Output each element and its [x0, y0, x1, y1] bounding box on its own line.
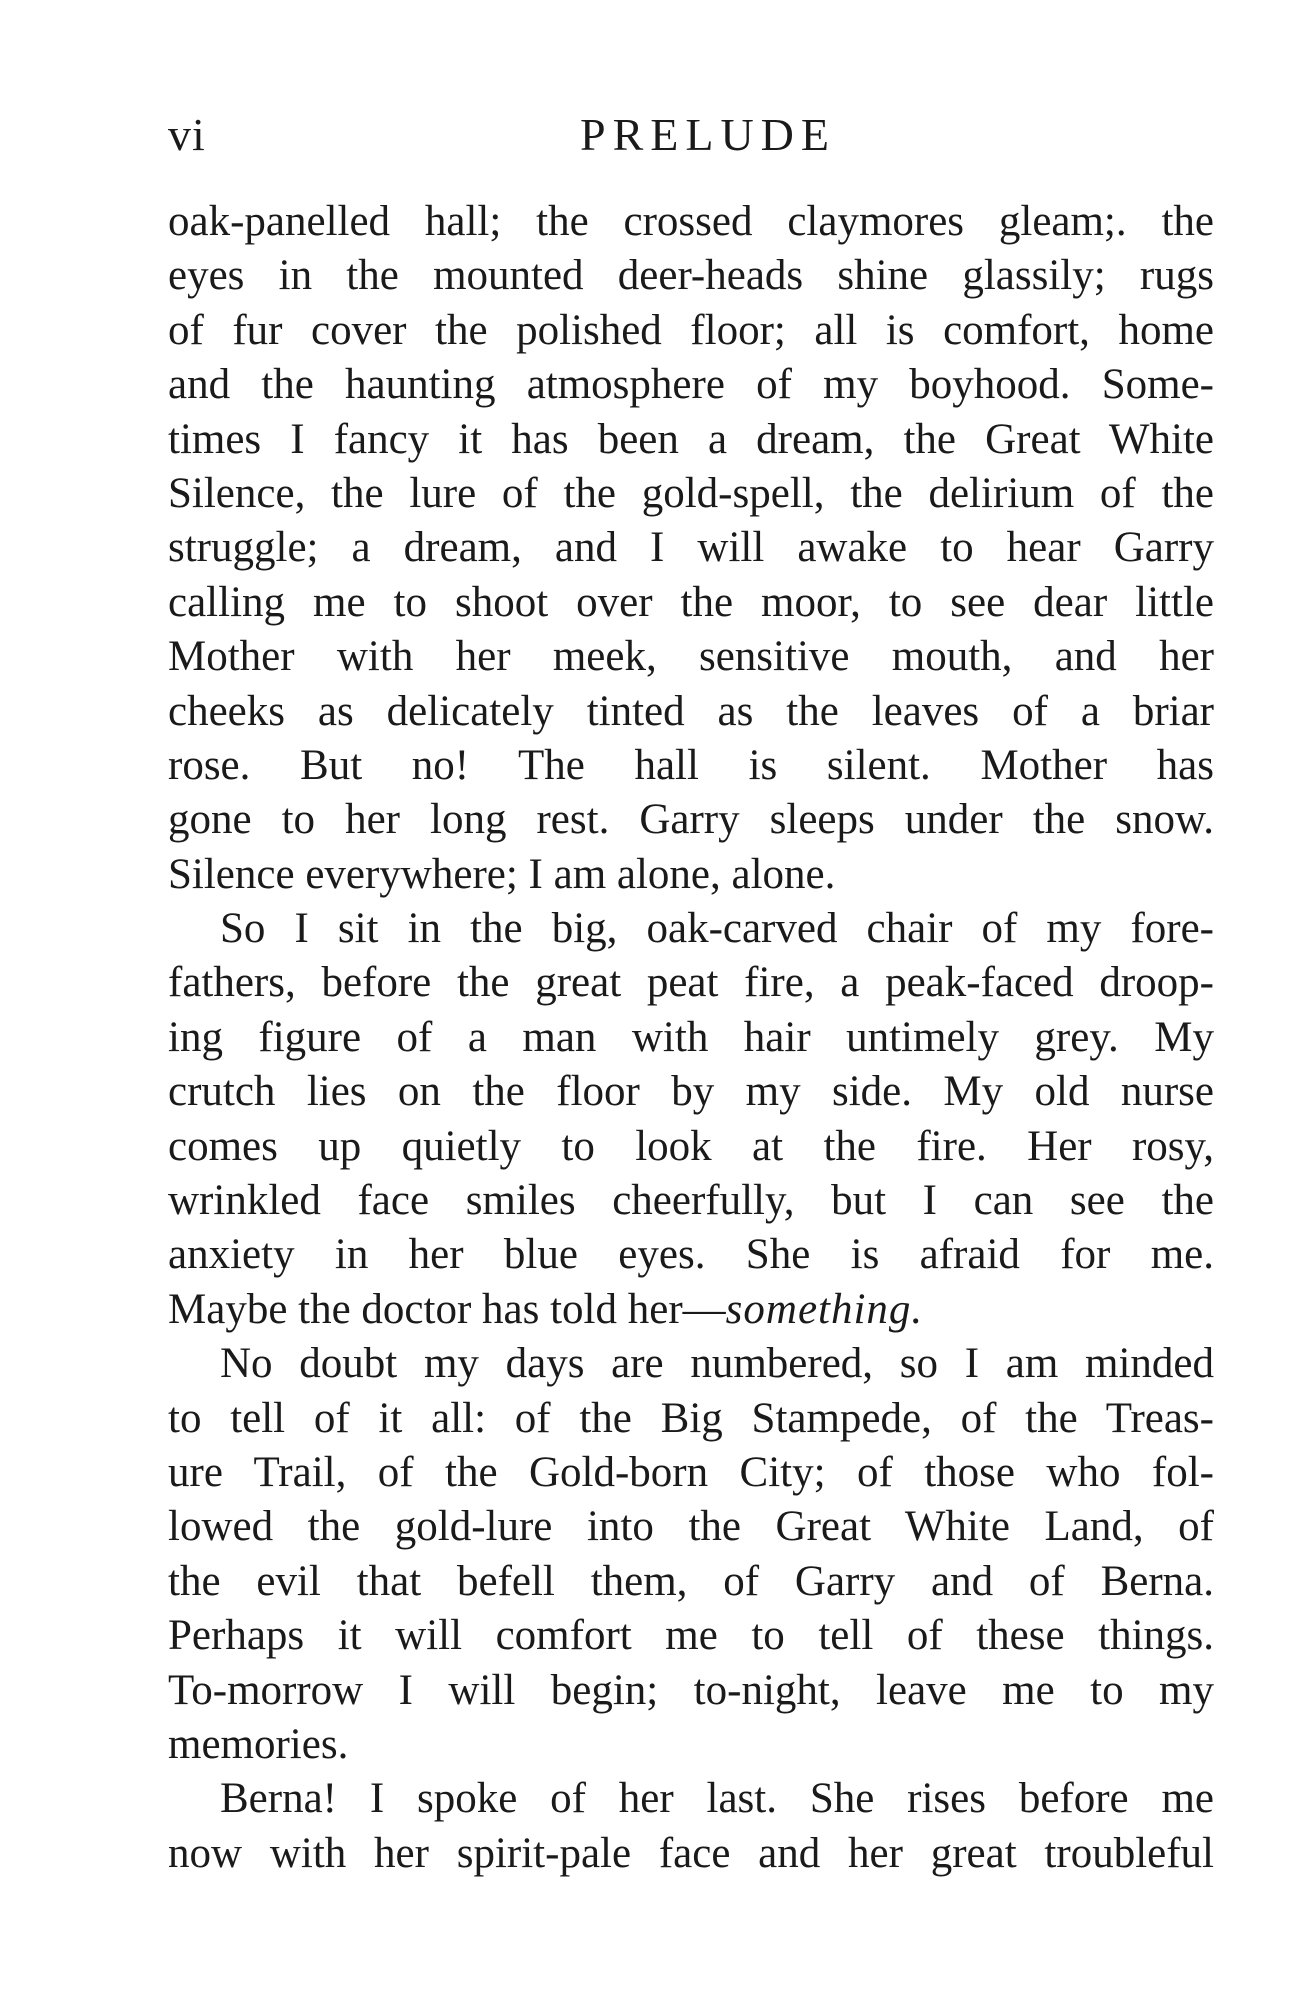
- text-line-with-italic: [168, 1283, 1214, 1337]
- text-line: lowed the gold-lure into the Great White Land, of: [168, 1503, 1214, 1551]
- text-line: crutch lies on the floor by my side. My old nurse: [168, 1068, 1214, 1116]
- text-line: ure Trail, of the Gold-born City; of those who fol-: [168, 1448, 1214, 1496]
- text-line: ing figure of a man with hair untimely grey. My: [168, 1013, 1214, 1061]
- paragraph-3: [168, 1337, 1214, 1772]
- page-number: vi: [168, 109, 206, 160]
- text-line: and the haunting atmosphere of my boyhood. Some-: [168, 361, 1214, 409]
- text-line: Mother with her meek, sensitive mouth, and her: [168, 633, 1214, 681]
- text-line: No doubt my days are numbered, so I am minded: [220, 1340, 1214, 1388]
- text-line: So I sit in the big, oak-carved chair of my fore-: [220, 905, 1214, 953]
- italic-emphasis: something.: [725, 1285, 924, 1333]
- text-line: Berna! I spoke of her last. She rises before me: [220, 1775, 1214, 1823]
- text-line: struggle; a dream, and I will awake to hear Garry: [168, 524, 1214, 572]
- paragraph-4: [168, 1772, 1214, 1881]
- text-line: memories.: [168, 1720, 349, 1768]
- text-line: the evil that befell them, of Garry and of Berna.: [168, 1557, 1214, 1605]
- paragraph-2: [168, 902, 1214, 1337]
- text-line: times I fancy it has been a dream, the Great White: [168, 415, 1214, 463]
- text-line: eyes in the mounted deer-heads shine glassily; rugs: [168, 252, 1214, 300]
- body-text: [168, 195, 1214, 1881]
- text-line: rose. But no! The hall is silent. Mother has: [168, 741, 1214, 789]
- running-title: PRELUDE: [580, 109, 836, 160]
- text-line: of fur cover the polished floor; all is comfort, home: [168, 306, 1214, 354]
- text-line: Silence everywhere; I am alone, alone.: [168, 850, 836, 898]
- text-line: comes up quietly to look at the fire. Her rosy,: [168, 1122, 1214, 1170]
- text-segment: Maybe the doctor has told her—: [168, 1285, 726, 1333]
- text-line: to tell of it all: of the Big Stampede, of the Treas-: [168, 1394, 1214, 1442]
- text-line: fathers, before the great peat fire, a peak-faced droop-: [168, 959, 1214, 1007]
- paragraph-1: [168, 195, 1214, 902]
- text-line: oak-panelled hall; the crossed claymores gleam;. the: [168, 198, 1214, 245]
- running-head: [168, 108, 1214, 168]
- text-line: anxiety in her blue eyes. She is afraid for me.: [168, 1231, 1214, 1279]
- text-line: To-morrow I will begin; to-night, leave me to my: [168, 1666, 1214, 1714]
- text-line: cheeks as delicately tinted as the leaves of a briar: [168, 687, 1214, 735]
- text-line: now with her spirit-pale face and her great troubleful: [168, 1829, 1214, 1877]
- text-line: calling me to shoot over the moor, to see dear little: [168, 578, 1214, 626]
- text-line: Silence, the lure of the gold-spell, the delirium of the: [168, 469, 1214, 517]
- text-line: wrinkled face smiles cheerfully, but I can see the: [168, 1177, 1214, 1225]
- text-line: gone to her long rest. Garry sleeps under the snow.: [168, 796, 1214, 844]
- text-line: Perhaps it will comfort me to tell of these things.: [168, 1612, 1214, 1660]
